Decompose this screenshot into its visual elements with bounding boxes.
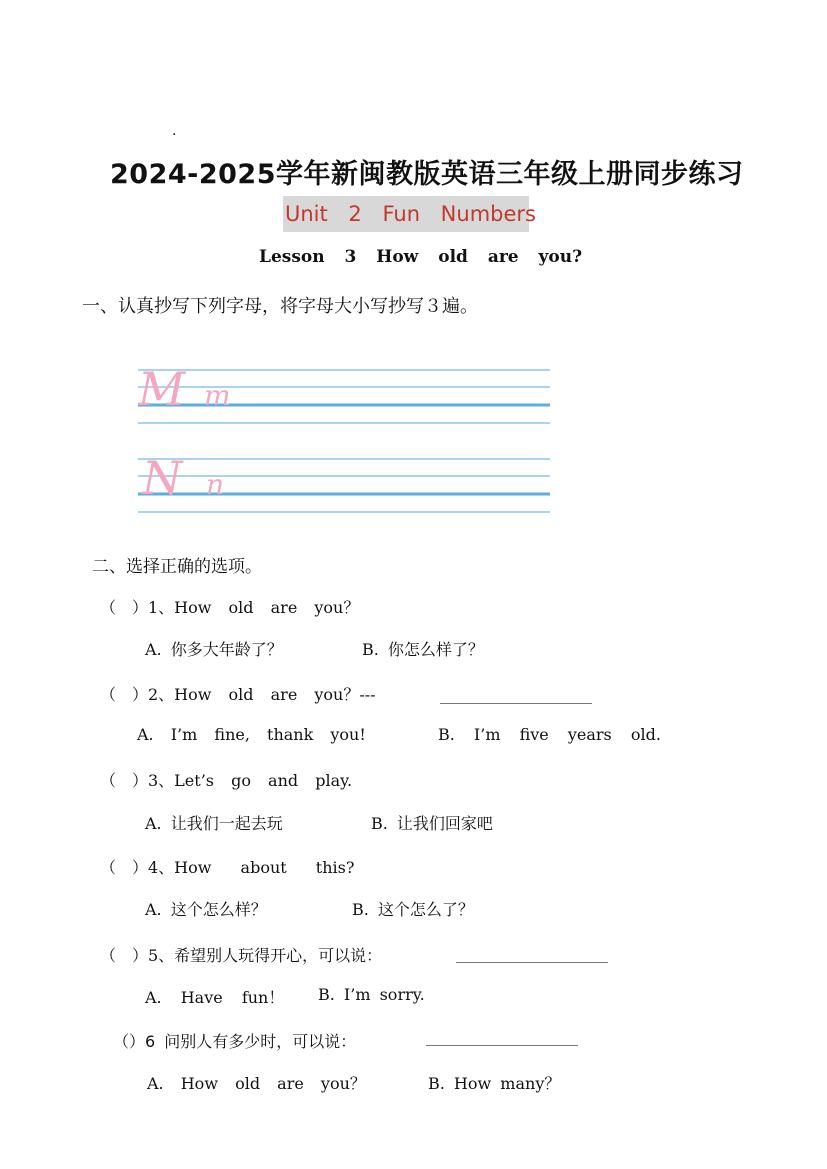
question-5-option-a: A. Have fun！ xyxy=(145,988,285,1007)
question-6: （）6 问别人有多少时，可以说： xyxy=(113,1032,357,1051)
question-4-option-a: A. 这个怎么样？ xyxy=(145,900,267,919)
question-2-option-b: B. I’m five years old. xyxy=(438,725,661,744)
letter-N-upper: N xyxy=(142,451,183,505)
section-1-heading: 一、认真抄写下列字母，将字母大小写抄写３遍。 xyxy=(82,296,478,317)
question-2: （ ）2、How old are you？--- xyxy=(100,685,376,704)
question-3-option-b: B. 让我们回家吧 xyxy=(371,814,493,833)
letter-m-lower: m xyxy=(204,379,231,412)
stray-dot: . xyxy=(172,123,177,139)
section-2-heading: 二、选择正确的选项。 xyxy=(92,557,262,577)
question-1-option-a: A. 你多大年龄了？ xyxy=(145,640,283,659)
question-1: （ ）1、How old are you？ xyxy=(100,598,360,617)
question-5: （ ）5、希望别人玩得开心，可以说： xyxy=(100,946,383,965)
letter-M-upper: M xyxy=(138,365,186,416)
writing-row-1 xyxy=(138,370,550,423)
question-4: （ ）4、How about this? xyxy=(100,858,355,877)
question-5-option-b: B. I’m sorry. xyxy=(318,985,425,1004)
handwriting-lines xyxy=(138,365,554,517)
question-3-option-a: A. 让我们一起去玩 xyxy=(145,814,283,833)
question-4-option-b: B. 这个怎么了？ xyxy=(352,900,474,919)
question-2-option-a: A. I’m fine, thank you! xyxy=(137,725,366,744)
letter-n-lower: n xyxy=(206,468,225,501)
lesson-title: Lesson 3 How old are you? xyxy=(259,247,583,267)
page-title: 2024-2025学年新闽教版英语三年级上册同步练习 xyxy=(110,159,744,190)
question-1-option-b: B. 你怎么样了？ xyxy=(362,640,484,659)
question-3: （ ）3、Let’s go and play. xyxy=(100,771,353,790)
answer-blank-5[interactable] xyxy=(456,962,608,963)
writing-row-2 xyxy=(138,459,550,512)
unit-title: Unit 2 Fun Numbers xyxy=(285,202,536,226)
unit-banner xyxy=(283,196,536,232)
question-6-option-a: A. How old are you？ xyxy=(147,1074,366,1093)
answer-blank-2[interactable] xyxy=(440,703,592,704)
question-6-option-b: B. How many？ xyxy=(428,1074,561,1093)
answer-blank-6[interactable] xyxy=(426,1045,578,1046)
